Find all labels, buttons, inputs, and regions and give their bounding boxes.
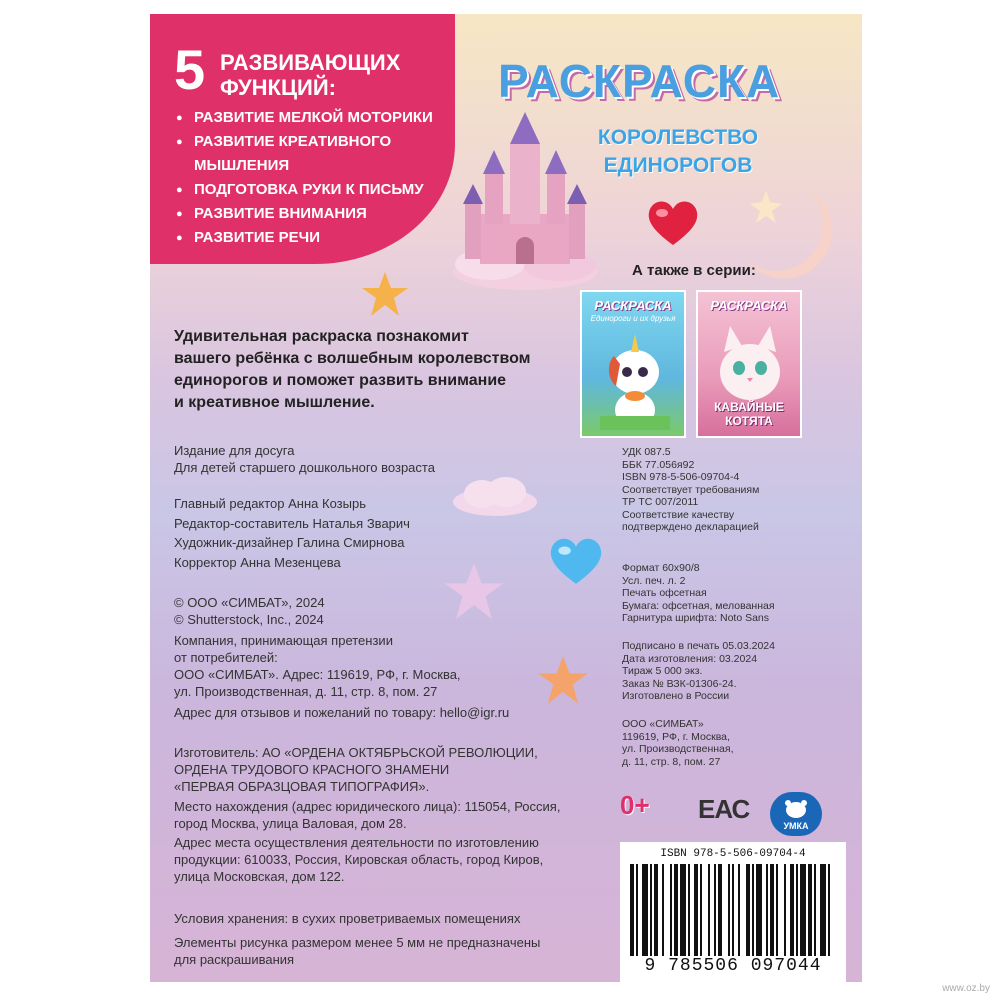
manufacturer: Изготовитель: АО «ОРДЕНА ОКТЯБРЬСКОЙ РЕВОЛЮЦИИ, ОРДЕНА ТРУДОВОГО КРАСНОГО ЗНАМЕНИ «ПЕРВАЯ ОБРАЗЦОВАЯ ТИПОГРАФИЯ». — [174, 745, 538, 794]
publisher-address: ООО «СИМБАТ» 119619, РФ, г. Москва, ул. Производственная, д. 11, стр. 8, пом. 27 — [622, 718, 734, 768]
cloud-decoration — [450, 474, 540, 518]
eac-mark-icon: ЕАС — [698, 794, 750, 824]
print-info: Подписано в печать 05.03.2024 Дата изготовления: 03.2024 Тираж 5 000 экз. Заказ № ВЗК-01306-24. Изготовлено в России — [622, 640, 775, 702]
book-back-cover — [150, 14, 862, 982]
function-item: ● РАЗВИТИЕ КРЕАТИВНОГО — [176, 130, 433, 154]
manufacturer-location: Место нахождения (адрес юридического лица): 115054, Россия, город Москва, улица Валовая, дом 28. — [174, 799, 561, 831]
age-rating: 0+ — [620, 790, 650, 820]
series-book-kittens-title: КАВАЙНЫЕ КОТЯТА — [714, 400, 784, 428]
star-decoration — [536, 654, 590, 706]
copyright: © ООО «СИМБАТ», 2024 © Shutterstock, Inc., 2024 — [174, 595, 325, 627]
feedback-address: Адрес для отзывов и пожеланий по товару: hello@igr.ru — [174, 705, 510, 720]
series-book-unicorns: РАСКРАСКА Единороги и их друзья — [580, 290, 686, 438]
series-label: А также в серии: — [632, 262, 756, 279]
classification-info: УДК 087.5 ББК 77.056я92 ISBN 978-5-506-09704-4 Соответствует требованиям ТР ТС 007/2011 Соответствие качеству подтверждено декларацией — [622, 446, 760, 533]
kitten-illustration — [712, 322, 788, 402]
functions-heading: РАЗВИВАЮЩИХ ФУНКЦИЙ: — [220, 50, 401, 100]
umka-logo-icon: УМКА — [770, 792, 822, 836]
functions-panel — [150, 14, 455, 264]
elements-note: Элементы рисунка размером менее 5 мм не предназначены для раскрашивания — [174, 935, 541, 967]
storage-conditions: Условия хранения: в сухих проветриваемых помещениях — [174, 911, 521, 926]
certification-logos — [620, 790, 840, 840]
activity-address: Адрес места осуществления деятельности по изготовлению продукции: 610033, Россия, Кировская область, город Киров, улица Московская, дом 122. — [174, 835, 544, 884]
functions-number: 5 — [174, 38, 206, 101]
function-item: ● РАЗВИТИЕ РЕЧИ — [176, 226, 433, 250]
heart-decoration — [548, 536, 604, 586]
star-decoration — [442, 560, 506, 622]
star-decoration — [360, 270, 410, 318]
claims-address: Компания, принимающая претензии от потребителей: ООО «СИМБАТ». Адрес: 119619, РФ, г. Москва, ул. Производственная, д. 11, стр. 8, пом. 27 — [174, 633, 461, 699]
function-item-continuation: МЫШЛЕНИЯ — [194, 157, 290, 174]
heart-decoration — [646, 199, 700, 247]
function-item: ● РАЗВИТИЕ ВНИМАНИЯ — [176, 202, 433, 226]
edition-info: Издание для досуга Для детей старшего дошкольного возраста — [174, 443, 435, 475]
functions-list — [176, 106, 433, 250]
watermark: www.oz.by — [942, 983, 990, 994]
series-book-kittens: РАСКРАСКА КАВАЙНЫЕ КОТЯТА — [696, 290, 802, 438]
barcode-bars — [630, 864, 834, 956]
unicorn-illustration — [600, 334, 670, 430]
barcode-isbn-text: ISBN 978-5-506-09704-4 — [660, 848, 806, 860]
castle-illustration — [450, 104, 600, 294]
function-item: ● РАЗВИТИЕ МЕЛКОЙ МОТОРИКИ — [176, 106, 433, 130]
format-info: Формат 60х90/8 Усл. печ. л. 2 Печать офсетная Бумага: офсетная, мелованная Гарнитура шрифта: Noto Sans — [622, 562, 775, 624]
cover-subtitle: КОРОЛЕВСТВО ЕДИНОРОГОВ — [597, 126, 759, 177]
bear-icon — [782, 798, 810, 818]
barcode-number: 9 785506 097044 — [644, 956, 822, 976]
credits: Главный редактор Анна Козырь Редактор-составитель Наталья Зварич Художник-дизайнер Галина Смирнова Корректор Анна Мезенцева — [174, 496, 410, 570]
function-item: ● ПОДГОТОВКА РУКИ К ПИСЬМУ — [176, 178, 433, 202]
isbn-barcode — [620, 842, 846, 982]
cover-title: РАСКРАСКА — [498, 55, 781, 107]
book-description: Удивительная раскраска познакомит вашего ребёнка с волшебным королевством единорогов и поможет развить внимание и креативное мышление. — [174, 328, 531, 411]
